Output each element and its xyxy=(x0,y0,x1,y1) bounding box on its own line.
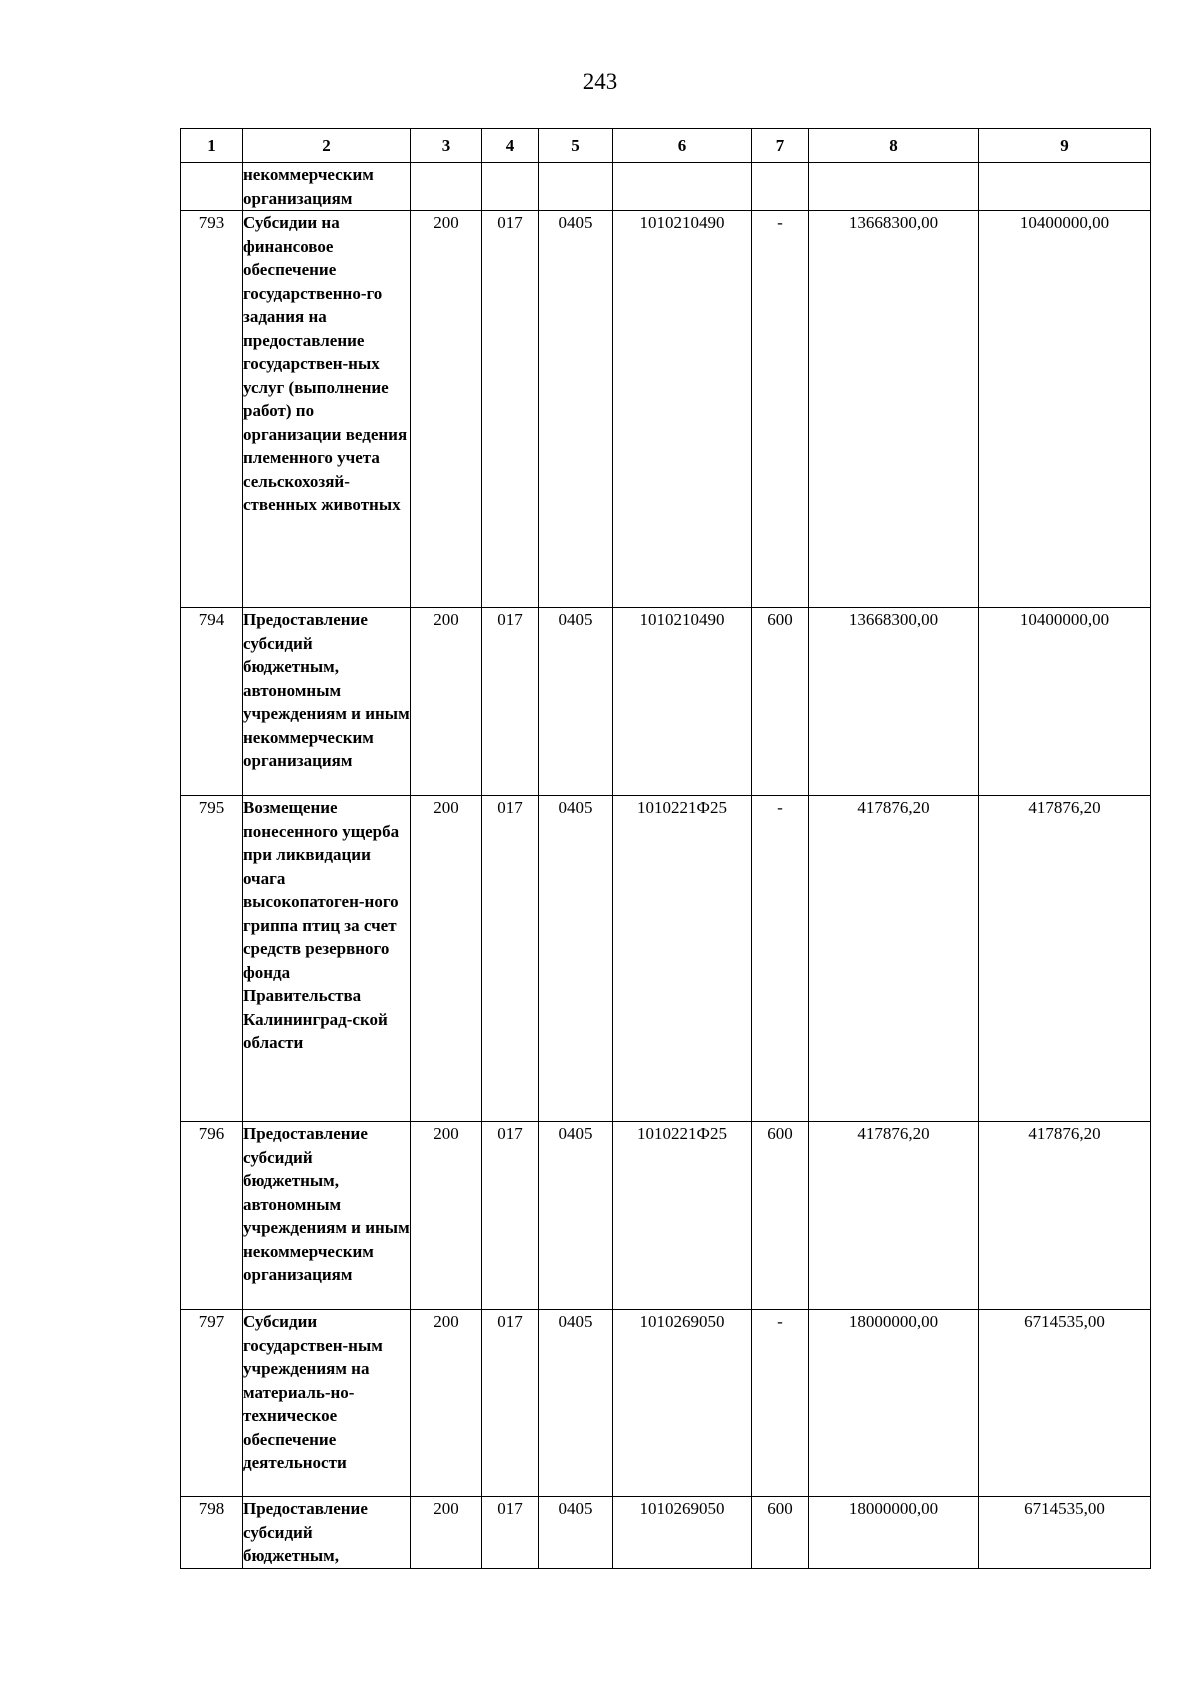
row-description: Предоставление субсидий бюджетным, автономным учреждениям и иным некоммерческим организациям xyxy=(243,608,411,796)
column-header: 7 xyxy=(752,129,809,163)
row-code-6: 1010221Ф25 xyxy=(613,1122,752,1310)
row-code-5: 0405 xyxy=(539,1497,613,1569)
column-header: 2 xyxy=(243,129,411,163)
row-code-5: 0405 xyxy=(539,796,613,1122)
row-amount-8: 13668300,00 xyxy=(809,608,979,796)
row-amount-9: 10400000,00 xyxy=(979,608,1151,796)
row-code-4 xyxy=(482,163,539,211)
row-amount-8: 417876,20 xyxy=(809,1122,979,1310)
row-amount-9 xyxy=(979,163,1151,211)
row-description: некоммерческим организациям xyxy=(243,163,411,211)
row-amount-8 xyxy=(809,163,979,211)
table-row xyxy=(181,1497,1151,1569)
row-amount-9: 6714535,00 xyxy=(979,1497,1151,1569)
row-code-7: - xyxy=(752,1310,809,1497)
table-row xyxy=(181,163,1151,211)
row-code-4: 017 xyxy=(482,608,539,796)
row-code-3: 200 xyxy=(411,608,482,796)
row-code-4: 017 xyxy=(482,1497,539,1569)
row-code-7 xyxy=(752,163,809,211)
row-number: 797 xyxy=(181,1310,243,1497)
row-code-7: - xyxy=(752,211,809,608)
column-header: 5 xyxy=(539,129,613,163)
row-code-3: 200 xyxy=(411,211,482,608)
row-amount-9: 417876,20 xyxy=(979,796,1151,1122)
row-description: Возмещение понесенного ущерба при ликвидации очага высокопатоген-ного гриппа птиц за счет средств резервного фонда Правительства Калининград-ской области xyxy=(243,796,411,1122)
row-code-4: 017 xyxy=(482,1122,539,1310)
row-code-6 xyxy=(613,163,752,211)
row-code-5: 0405 xyxy=(539,211,613,608)
row-number: 798 xyxy=(181,1497,243,1569)
column-header: 1 xyxy=(181,129,243,163)
row-number xyxy=(181,163,243,211)
row-code-3: 200 xyxy=(411,796,482,1122)
table-row xyxy=(181,608,1151,796)
row-code-7: 600 xyxy=(752,1497,809,1569)
row-code-3: 200 xyxy=(411,1310,482,1497)
row-number: 796 xyxy=(181,1122,243,1310)
row-code-5: 0405 xyxy=(539,1310,613,1497)
row-code-4: 017 xyxy=(482,796,539,1122)
column-header: 9 xyxy=(979,129,1151,163)
row-code-4: 017 xyxy=(482,1310,539,1497)
budget-table xyxy=(180,128,1151,1569)
row-code-6: 1010221Ф25 xyxy=(613,796,752,1122)
row-amount-8: 18000000,00 xyxy=(809,1310,979,1497)
row-description: Субсидии на финансовое обеспечение государственно-го задания на предоставление государствен-ных услуг (выполнение работ) по организации ведения племенного учета сельскохозяй-ственных животных xyxy=(243,211,411,608)
row-description: Субсидии государствен-ным учреждениям на материаль-но-техническое обеспечение деятельности xyxy=(243,1310,411,1497)
row-code-4: 017 xyxy=(482,211,539,608)
column-header: 3 xyxy=(411,129,482,163)
row-code-7: 600 xyxy=(752,608,809,796)
row-amount-8: 18000000,00 xyxy=(809,1497,979,1569)
row-code-7: 600 xyxy=(752,1122,809,1310)
row-amount-9: 6714535,00 xyxy=(979,1310,1151,1497)
row-amount-8: 13668300,00 xyxy=(809,211,979,608)
row-amount-9: 417876,20 xyxy=(979,1122,1151,1310)
row-code-7: - xyxy=(752,796,809,1122)
row-amount-8: 417876,20 xyxy=(809,796,979,1122)
row-description: Предоставление субсидий бюджетным, автономным учреждениям и иным некоммерческим организациям xyxy=(243,1122,411,1310)
header-row xyxy=(181,129,1151,163)
row-code-3: 200 xyxy=(411,1122,482,1310)
table-row xyxy=(181,796,1151,1122)
row-code-3 xyxy=(411,163,482,211)
row-description: Предоставление субсидий бюджетным, xyxy=(243,1497,411,1569)
row-code-6: 1010269050 xyxy=(613,1310,752,1497)
row-code-5: 0405 xyxy=(539,1122,613,1310)
table-row xyxy=(181,1122,1151,1310)
row-number: 793 xyxy=(181,211,243,608)
column-header: 8 xyxy=(809,129,979,163)
row-code-6: 1010210490 xyxy=(613,608,752,796)
row-number: 795 xyxy=(181,796,243,1122)
row-amount-9: 10400000,00 xyxy=(979,211,1151,608)
table-row xyxy=(181,211,1151,608)
row-code-3: 200 xyxy=(411,1497,482,1569)
row-code-6: 1010210490 xyxy=(613,211,752,608)
row-code-5: 0405 xyxy=(539,608,613,796)
page-number: 243 xyxy=(582,69,618,94)
column-header: 6 xyxy=(613,129,752,163)
column-header: 4 xyxy=(482,129,539,163)
row-number: 794 xyxy=(181,608,243,796)
row-code-6: 1010269050 xyxy=(613,1497,752,1569)
row-code-5 xyxy=(539,163,613,211)
table-row xyxy=(181,1310,1151,1497)
